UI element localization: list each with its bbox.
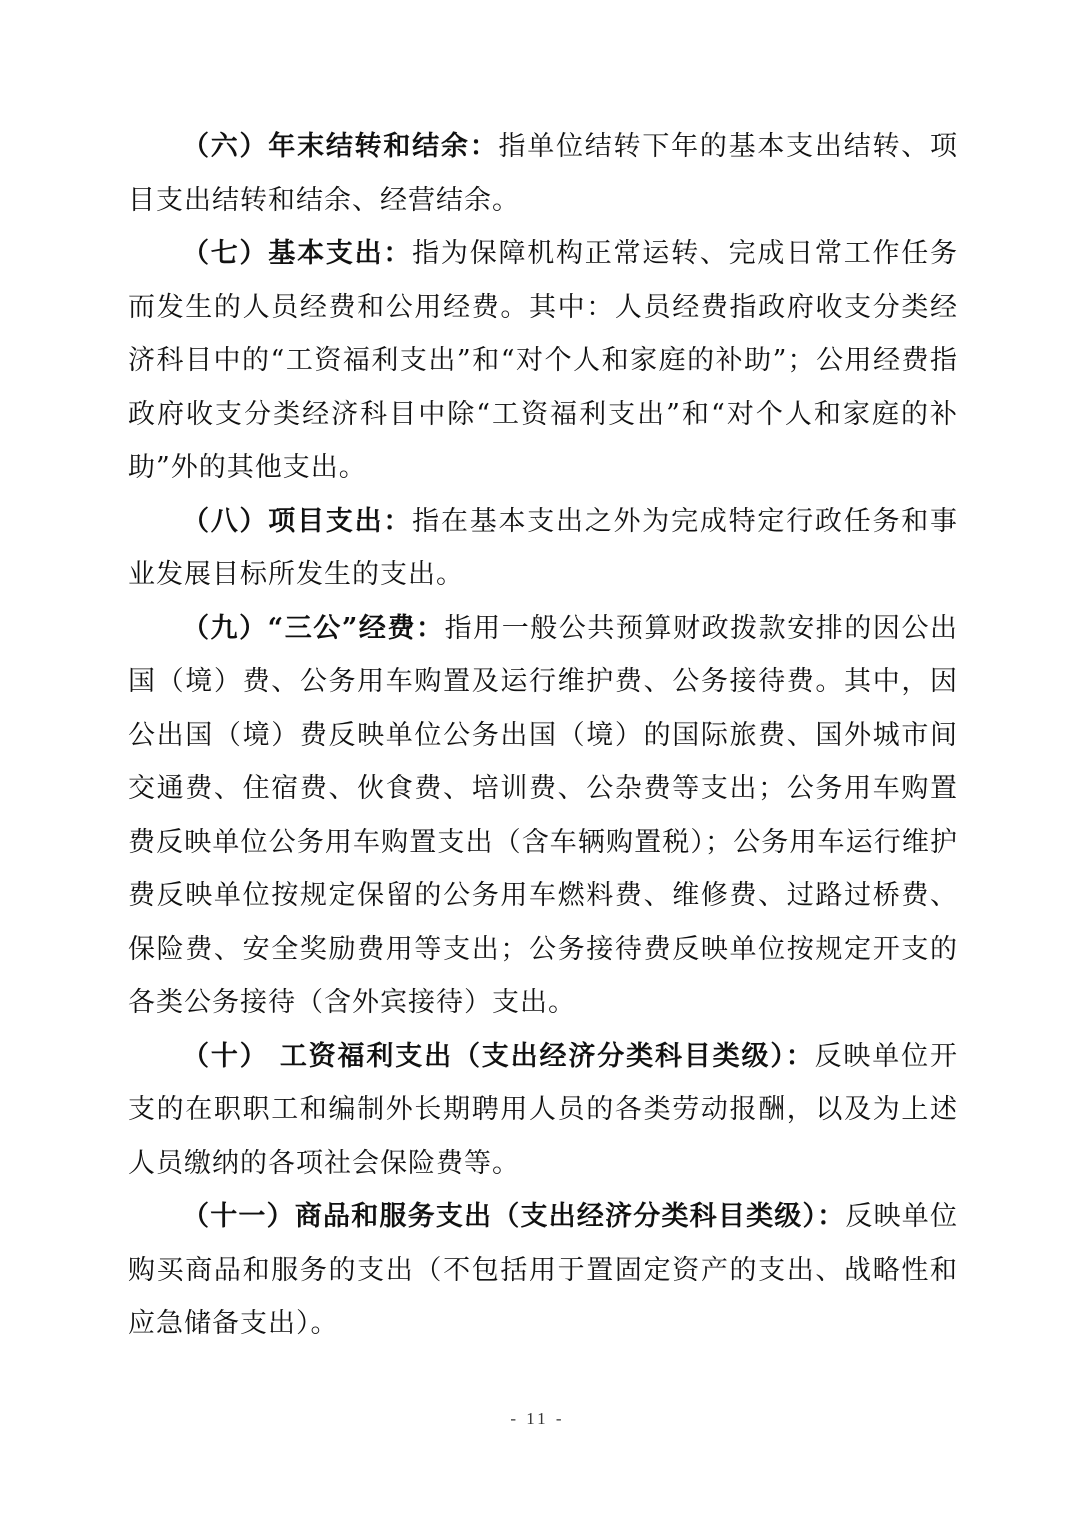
term-definition: 反映单位开支的在职职工和编制外长期聘用人员的各类劳动报酬，以及为上述人员缴纳的各项社会保险费等。 xyxy=(128,1040,958,1179)
term-definition: 指单位结转下年的基本支出结转、项目支出结转和结余、经营结余。 xyxy=(128,131,959,216)
term-definition: 指在基本支出之外为完成特定行政任务和事业发展目标所发生的支出。 xyxy=(128,505,959,590)
paragraph-three-public-expenses xyxy=(128,602,958,1030)
paragraph-project-expenditure xyxy=(128,495,958,602)
paragraph-goods-services xyxy=(128,1190,958,1351)
term-heading: （六）年末结转和结余： xyxy=(182,131,499,162)
document-body xyxy=(128,120,958,1351)
paragraph-wage-welfare xyxy=(128,1030,958,1191)
term-heading: （八）项目支出： xyxy=(182,505,413,537)
page-number: - 11 - xyxy=(510,1409,565,1428)
term-heading: （十） 工资福利支出（支出经济分类科目类级）： xyxy=(182,1040,815,1072)
term-heading: （七）基本支出： xyxy=(182,238,413,269)
term-heading: （十一）商品和服务支出（支出经济分类科目类级）： xyxy=(182,1201,846,1232)
paragraph-year-end-carryover xyxy=(128,120,958,227)
term-definition: 指用一般公共预算财政拨款安排的因公出国（境）费、公务用车购置及运行维护费、公务接待费。其中，因公出国（境）费反映单位公务出国（境）的国际旅费、国外城市间交通费、住宿费、伙食费、培训费、公杂费等支出；公务用车购置费反映单位公务用车购置支出（含车辆购置税）；公务用车运行维护费反映单位按规定保留的公务用车燃料费、维修费、过路过桥费、保险费、安全奖励费用等支出；公务接待费反映单位按规定开支的各类公务接待（含外宾接待）支出。 xyxy=(128,612,958,1018)
term-definition: 指为保障机构正常运转、完成日常工作任务而发生的人员经费和公用经费。其中：人员经费指政府收支分类经济科目中的“工资福利支出”和“对个人和家庭的补助”；公用经费指政府收支分类经济科目中除“工资福利支出”和“对个人和家庭的补助”外的其他支出。 xyxy=(128,238,959,483)
paragraph-basic-expenditure xyxy=(128,227,958,495)
term-definition: 反映单位购买商品和服务的支出（不包括用于置固定资产的支出、战略性和应急储备支出）。 xyxy=(128,1201,959,1339)
term-heading: （九）“三公”经费： xyxy=(182,612,445,644)
